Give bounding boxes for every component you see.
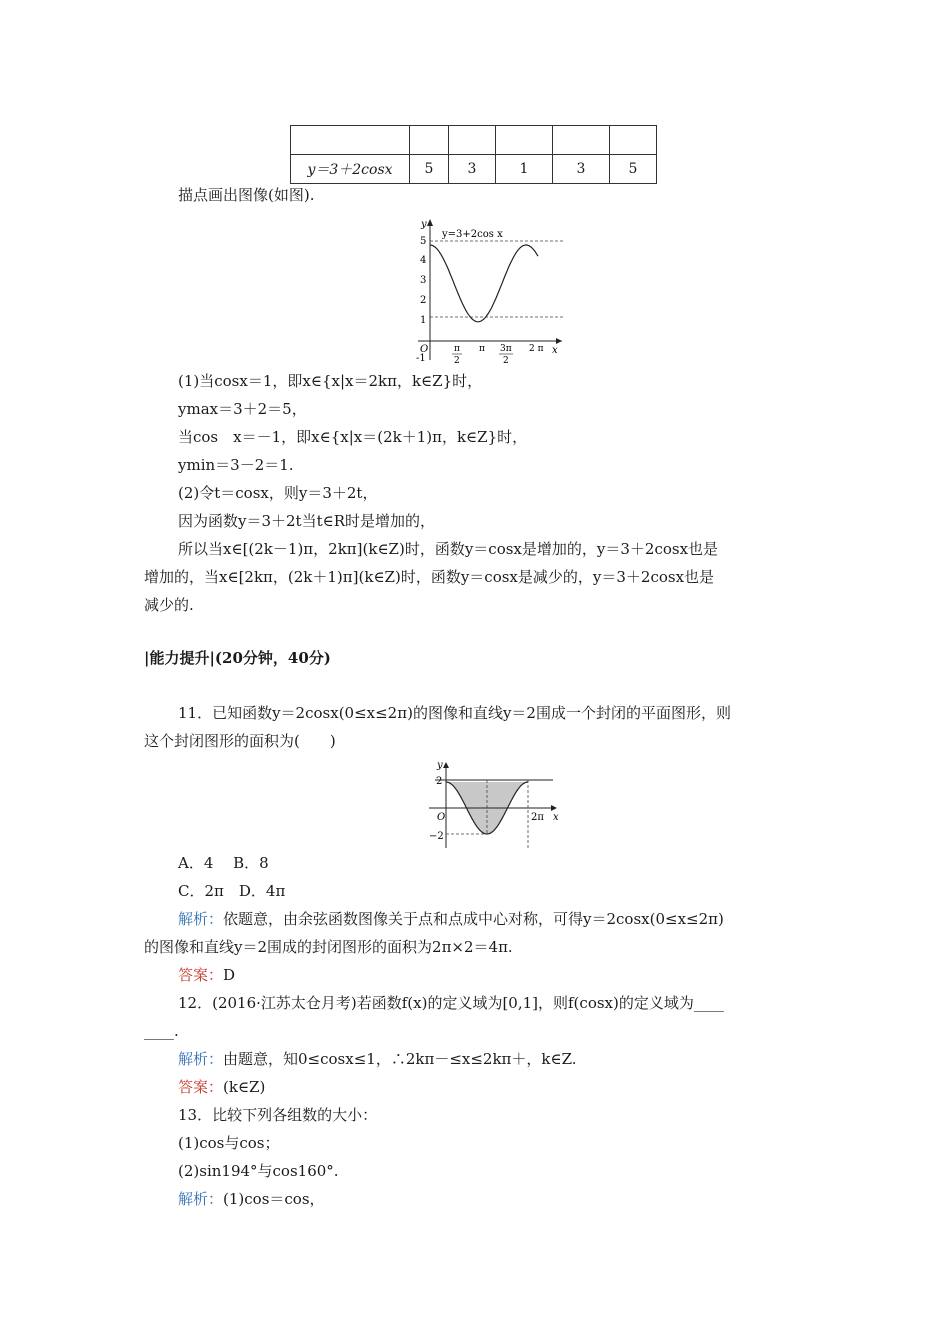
text-line: 描点画出图像(如图). — [178, 186, 315, 204]
question-13: 13．比较下列各组数的大小： — [178, 1106, 378, 1124]
value-table — [290, 125, 657, 184]
svg-text:2: 2 — [503, 356, 509, 365]
analysis-line: 的图像和直线y＝2围成的封闭图形的面积为2π×2＝4π. — [144, 938, 513, 956]
question-12-cont: ____. — [144, 1022, 179, 1040]
answer-line: 答案：D — [178, 966, 236, 984]
x-axis-label: x — [552, 345, 558, 356]
table-cell — [291, 126, 410, 155]
answer-line: 答案：(k∈Z) — [178, 1078, 266, 1096]
y-tick: 1 — [420, 315, 427, 326]
table-cell: 3 — [553, 155, 610, 184]
x-tick-2pi: 2 π — [529, 344, 544, 354]
y-tick: −2 — [429, 831, 444, 842]
curve-label: y=3+2cos x — [442, 229, 503, 240]
solution-line: ymax＝3＋2＝5， — [178, 400, 307, 418]
cosine-graph-figure — [412, 215, 572, 365]
question-13-part: (2)sin194°与cos160°. — [178, 1162, 339, 1180]
y-axis-label: y — [437, 760, 443, 771]
y-tick: 5 — [420, 236, 427, 247]
analysis-line: 解析：(1)cos＝cos， — [178, 1190, 325, 1208]
option-cd: C．2π D．4π — [178, 882, 286, 900]
answer-tag: 答案： — [178, 966, 224, 984]
table-cell: 1 — [496, 155, 553, 184]
question-12: 12．(2016·江苏太仓月考)若函数f(x)的定义域为[0,1]，则f(cosx)的定义域为____ — [178, 994, 724, 1012]
option-ab: A．4 B．8 — [178, 854, 269, 872]
question-11: 11．已知函数y＝2cosx(0≤x≤2π)的图像和直线y＝2围成一个封闭的平面图形，则 — [178, 704, 731, 722]
solution-line: 减少的. — [144, 596, 194, 614]
solution-line: 所以当x∈[(2k－1)π，2kπ](k∈Z)时，函数y＝cosx是增加的，y＝3＋2cosx也是 — [178, 540, 719, 558]
enclosed-area-figure — [425, 758, 565, 853]
origin-label: O — [437, 812, 446, 823]
y-tick: 2 — [420, 295, 427, 306]
table-cell — [449, 126, 496, 155]
question-13-part: (1)cos与cos； — [178, 1134, 280, 1152]
y-tick: 3 — [420, 275, 427, 286]
table-cell: 5 — [610, 155, 657, 184]
table-row — [291, 155, 657, 184]
analysis-tag: 解析： — [178, 910, 224, 928]
table-cell — [610, 126, 657, 155]
solution-line: (2)令t＝cosx，则y＝3＋2t， — [178, 484, 378, 502]
solution-line: ymin＝3－2＝1. — [178, 456, 294, 474]
y-tick: -1 — [416, 353, 426, 364]
x-tick-pi-half: π — [454, 344, 460, 354]
y-tick: 4 — [420, 255, 427, 266]
section-heading: |能力提升|(20分钟，40分) — [144, 649, 331, 667]
analysis-tag: 解析： — [178, 1050, 224, 1068]
svg-text:2: 2 — [454, 356, 460, 365]
cosine-curve — [430, 245, 538, 322]
x-axis-label: x — [553, 812, 559, 823]
x-tick-pi: π — [479, 344, 485, 354]
y-axis-label: y — [421, 219, 427, 230]
table-cell: 3 — [449, 155, 496, 184]
table-row — [291, 126, 657, 155]
origin-label: O — [420, 344, 429, 355]
x-tick: 2π — [531, 812, 544, 823]
table-cell — [410, 126, 449, 155]
solution-line: 当cos x＝－1，即x∈{x|x＝(2k＋1)π，k∈Z}时， — [178, 428, 528, 446]
table-cell — [496, 126, 553, 155]
y-tick: 2 — [436, 776, 443, 787]
analysis-line: 解析：依题意，由余弦函数图像关于点和点成中心对称，可得y＝2cosx(0≤x≤2π) — [178, 910, 724, 928]
analysis-tag: 解析： — [178, 1190, 224, 1208]
question-11-cont: 这个封闭图形的面积为( ) — [144, 732, 336, 750]
table-cell: 5 — [410, 155, 449, 184]
table-cell — [553, 126, 610, 155]
x-tick-3pi-half: 3π — [500, 344, 512, 354]
answer-tag: 答案： — [178, 1078, 224, 1096]
analysis-line: 解析：由题意，知0≤cosx≤1，∴2kπ－≤x≤2kπ＋，k∈Z. — [178, 1050, 577, 1068]
solution-line: 因为函数y＝3＋2t当t∈R时是增加的， — [178, 512, 436, 530]
table-row-label: y＝3＋2cosx — [291, 155, 410, 184]
solution-line: 增加的，当x∈[2kπ，(2k＋1)π](k∈Z)时，函数y＝cosx是减少的，y＝3＋2cosx也是 — [144, 568, 715, 586]
solution-line: (1)当cosx＝1，即x∈{x|x＝2kπ，k∈Z}时， — [178, 372, 483, 390]
